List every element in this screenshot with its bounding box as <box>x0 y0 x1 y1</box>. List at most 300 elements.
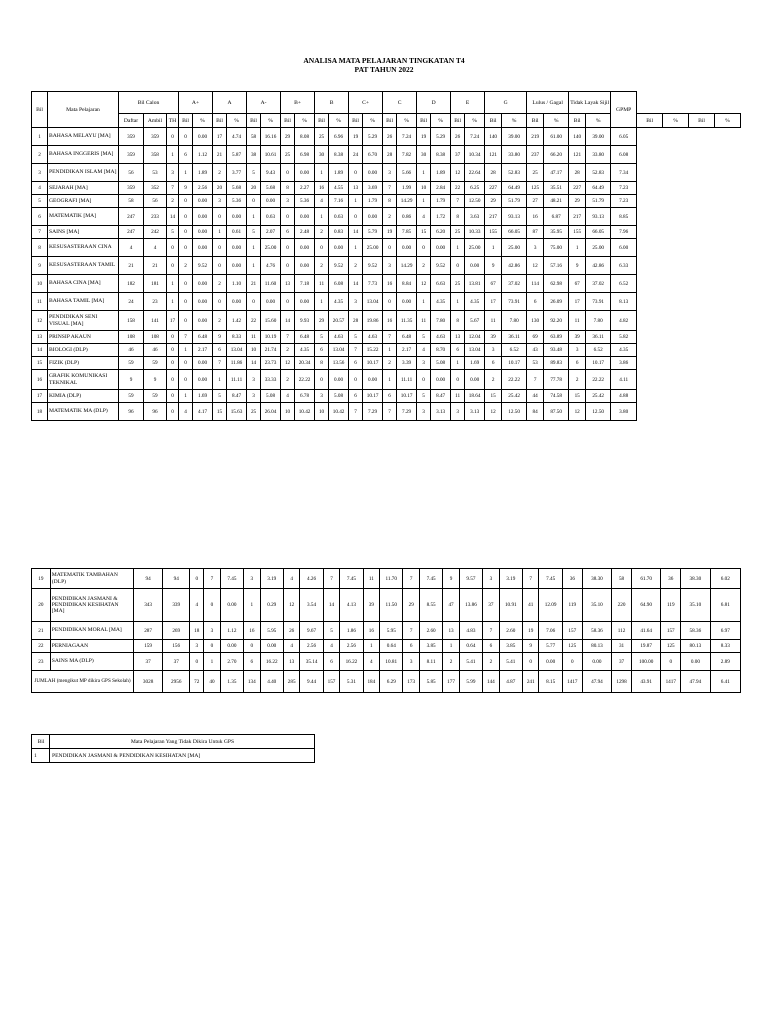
row-value: 9 <box>179 182 193 195</box>
row-value: 0.64 <box>459 640 482 653</box>
row-value: 7 <box>349 403 363 421</box>
row-value: 5.68 <box>261 182 281 195</box>
row-value: 6 <box>383 390 397 403</box>
row-value: 38.30 <box>681 569 710 589</box>
row-value: 6 <box>349 357 363 370</box>
row-value: 0 <box>281 208 295 226</box>
header-sub-percent: % <box>431 114 451 128</box>
row-value: 53 <box>144 164 167 182</box>
row-value: 2.07 <box>261 226 281 239</box>
row-value: 2.60 <box>419 622 442 640</box>
row-value: 25.00 <box>261 239 281 257</box>
row-value: 0.00 <box>220 640 243 653</box>
row-value: 0 <box>179 208 193 226</box>
total-value: 4.40 <box>260 671 283 693</box>
row-bil: 16 <box>32 370 48 390</box>
row-value: 359 <box>119 128 144 146</box>
row-value: 9.93 <box>295 311 315 331</box>
row-value: 0.00 <box>193 293 213 311</box>
row-value: 11 <box>451 390 465 403</box>
row-value: 3 <box>417 357 431 370</box>
row-value: 3 <box>204 622 220 640</box>
header-mata-pelajaran: Mata Pelajaran <box>48 92 119 128</box>
row-value: 39 <box>485 331 502 344</box>
row-value: 339 <box>163 589 190 622</box>
row-value: 21 <box>144 257 167 275</box>
row-value: 6 <box>483 640 499 653</box>
header-sub-bil: Bil <box>247 114 261 128</box>
header-bil: Bil <box>32 92 48 128</box>
row-value: 39 <box>363 589 379 622</box>
row-value: 73.91 <box>502 293 527 311</box>
header-sub-percent: % <box>586 114 611 128</box>
row-value: 10.81 <box>380 653 403 671</box>
row-value: 15 <box>417 226 431 239</box>
row-value: 1 <box>569 239 586 257</box>
row-subject: PERNIAGAAN <box>50 640 133 653</box>
row-value: 12.09 <box>539 589 562 622</box>
row-value: 6 <box>281 226 295 239</box>
row-value: 5 <box>349 331 363 344</box>
row-value: 2.70 <box>220 653 243 671</box>
row-value: 3 <box>247 390 261 403</box>
row-value: 25.42 <box>586 390 611 403</box>
row-value: 13 <box>281 275 295 293</box>
row-value: 7.82 <box>397 146 417 164</box>
row-value: 8.33 <box>710 640 740 653</box>
row-value: 3 <box>315 390 329 403</box>
row-value: 3 <box>417 403 431 421</box>
row-value: 10.17 <box>502 357 527 370</box>
row-value: 3 <box>451 403 465 421</box>
row-value: 7.16 <box>329 195 349 208</box>
row-value: 64.90 <box>632 589 661 622</box>
row-value: 59 <box>119 390 144 403</box>
row-value: 61.00 <box>544 128 569 146</box>
row-value: 8.11 <box>419 653 442 671</box>
row-value: 0 <box>179 357 193 370</box>
row-value: 36.11 <box>586 331 611 344</box>
row-value: 9 <box>144 370 167 390</box>
row-value: 2 <box>443 653 459 671</box>
row-value: 11.60 <box>261 275 281 293</box>
header-sub-percent: % <box>329 114 349 128</box>
analysis-table-page2 <box>31 568 741 693</box>
row-value: 64.49 <box>502 182 527 195</box>
header-grade: A- <box>247 92 281 114</box>
row-value: 140 <box>569 128 586 146</box>
row-value: 13 <box>349 182 363 195</box>
row-value: 28 <box>485 164 502 182</box>
header-sub-percent: % <box>193 114 213 128</box>
row-subject: BAHASA TAMIL [MA] <box>48 293 119 311</box>
total-value: 47.94 <box>582 671 611 693</box>
row-value: 56 <box>119 164 144 182</box>
total-value: 8.15 <box>539 671 562 693</box>
row-value: 5.82 <box>611 331 637 344</box>
row-value: 4.76 <box>261 257 281 275</box>
row-value: 0 <box>179 293 193 311</box>
row-value: 0.00 <box>227 208 247 226</box>
row-value: 42.86 <box>502 257 527 275</box>
row-value: 4.35 <box>295 344 315 357</box>
header-sub-bil: Bil <box>485 114 502 128</box>
row-value: 6 <box>315 344 329 357</box>
row-value: 4.83 <box>459 622 482 640</box>
row-value: 359 <box>119 182 144 195</box>
row-value: 8.47 <box>431 390 451 403</box>
row-value: 4.35 <box>431 293 451 311</box>
header-sub-bil: Bil <box>179 114 193 128</box>
row-value: 48.21 <box>544 195 569 208</box>
row-value: 19.86 <box>363 311 383 331</box>
row-value: 10 <box>247 344 261 357</box>
row-value: 15 <box>569 390 586 403</box>
row-value: 0 <box>179 370 193 390</box>
row-value: 1 <box>417 164 431 182</box>
row-value: 0 <box>213 293 227 311</box>
row-value: 0 <box>315 239 329 257</box>
row-value: 19 <box>417 128 431 146</box>
row-value: 7 <box>451 195 465 208</box>
row-value: 3.80 <box>611 403 637 421</box>
row-value: 4.63 <box>363 331 383 344</box>
row-value: 24 <box>119 293 144 311</box>
table-row <box>32 357 741 370</box>
row-bil: 13 <box>32 331 48 344</box>
row-value: 0.00 <box>363 370 383 390</box>
row-value: 359 <box>119 146 144 164</box>
row-value: 37 <box>612 653 632 671</box>
row-subject: MATEMATIK MA (DLP) <box>48 403 119 421</box>
row-value: 0 <box>349 370 363 390</box>
row-value: 13 <box>451 331 465 344</box>
row-value: 96 <box>144 403 167 421</box>
row-value: 16 <box>383 311 397 331</box>
row-value: 35.14 <box>300 653 323 671</box>
total-value: 4.87 <box>499 671 522 693</box>
row-value: 0.00 <box>261 293 281 311</box>
row-subject: BIOLOGI (DLP) <box>48 344 119 357</box>
row-value: 23 <box>144 293 167 311</box>
row-value: 41 <box>523 589 539 622</box>
row-value: 12 <box>569 403 586 421</box>
row-value: 4.82 <box>611 311 637 331</box>
row-value: 0 <box>247 195 261 208</box>
row-value: 33.80 <box>502 146 527 164</box>
row-value: 5.77 <box>539 640 562 653</box>
row-value: 25.00 <box>465 239 485 257</box>
row-value: 11.11 <box>397 370 417 390</box>
table-row <box>32 311 741 331</box>
row-value: 5 <box>167 226 179 239</box>
row-value: 7.85 <box>397 226 417 239</box>
row-value: 61.70 <box>632 569 661 589</box>
row-value: 1.86 <box>340 622 363 640</box>
row-value: 3 <box>244 569 260 589</box>
row-value: 31 <box>612 640 632 653</box>
row-value: 58 <box>119 195 144 208</box>
row-value: 29 <box>281 128 295 146</box>
row-value: 0 <box>167 403 179 421</box>
row-value: 0.00 <box>295 164 315 182</box>
row-value: 6 <box>179 146 193 164</box>
row-value: 16 <box>363 622 379 640</box>
row-value: 4.35 <box>465 293 485 311</box>
row-value: 6.52 <box>586 344 611 357</box>
row-value: 28 <box>383 146 397 164</box>
row-value: 0 <box>179 128 193 146</box>
header-bil-calon: Bil Calon <box>119 92 179 114</box>
row-value: 1 <box>363 640 379 653</box>
header-sub-percent: % <box>363 114 383 128</box>
row-bil: 7 <box>32 226 48 239</box>
row-bil: 21 <box>32 622 51 640</box>
row-value: 6.33 <box>611 257 637 275</box>
row-value: 0 <box>190 569 204 589</box>
header-grade: B <box>315 92 349 114</box>
row-value: 2 <box>315 257 329 275</box>
row-value: 0.00 <box>193 311 213 331</box>
total-value: 3028 <box>133 671 162 693</box>
row-value: 13.04 <box>329 344 349 357</box>
row-value: 5 <box>213 390 227 403</box>
row-value: 7 <box>383 182 397 195</box>
row-bil: 4 <box>32 182 48 195</box>
row-value: 14.29 <box>397 195 417 208</box>
row-value: 19 <box>349 128 363 146</box>
row-value: 1 <box>167 146 179 164</box>
row-value: 7.29 <box>397 403 417 421</box>
row-value: 0.00 <box>397 293 417 311</box>
row-value: 7 <box>383 331 397 344</box>
row-value: 5.08 <box>329 390 349 403</box>
row-value: 6.52 <box>502 344 527 357</box>
row-subject: SAINS [MA] <box>48 226 119 239</box>
row-value: 8 <box>383 195 397 208</box>
total-value: 43.91 <box>632 671 661 693</box>
table-row <box>32 239 741 257</box>
row-value: 4.35 <box>611 344 637 357</box>
total-value: 285 <box>283 671 299 693</box>
row-value: 125 <box>527 182 544 195</box>
row-value: 19 <box>523 622 539 640</box>
row-value: 10.17 <box>586 357 611 370</box>
row-value: 0.00 <box>227 239 247 257</box>
row-value: 3 <box>213 195 227 208</box>
row-value: 6.20 <box>431 226 451 239</box>
row-bil: 1 <box>32 128 48 146</box>
row-value: 4.55 <box>329 182 349 195</box>
row-value: 7 <box>527 370 544 390</box>
row-value: 1 <box>179 390 193 403</box>
row-value: 7 <box>403 622 419 640</box>
row-value: 16 <box>315 182 329 195</box>
row-value: 12.50 <box>502 403 527 421</box>
row-value: 3 <box>247 370 261 390</box>
row-value: 0 <box>179 195 193 208</box>
row-value: 9 <box>443 569 459 589</box>
row-value: 2.27 <box>295 182 315 195</box>
excluded-row-bil: 1 <box>32 749 50 763</box>
header-grade: G <box>485 92 527 114</box>
row-value: 47 <box>443 589 459 622</box>
row-bil: 12 <box>32 311 48 331</box>
row-value: 352 <box>144 182 167 195</box>
row-value: 3.69 <box>363 182 383 195</box>
row-value: 3 <box>569 344 586 357</box>
row-value: 5.67 <box>465 311 485 331</box>
header-grade: A+ <box>179 92 213 114</box>
row-value: 37 <box>163 653 190 671</box>
row-value: 33.80 <box>586 146 611 164</box>
row-value: 8.13 <box>611 293 637 311</box>
row-value: 0.00 <box>193 195 213 208</box>
table-row <box>32 164 741 182</box>
row-value: 22.22 <box>295 370 315 390</box>
row-value: 0 <box>190 653 204 671</box>
row-value: 37 <box>133 653 162 671</box>
total-value: 144 <box>483 671 499 693</box>
row-value: 11.86 <box>227 357 247 370</box>
row-value: 8 <box>451 311 465 331</box>
row-value: 7.23 <box>611 195 637 208</box>
header-sub-bil: Bil <box>689 114 715 128</box>
row-value: 7 <box>167 182 179 195</box>
row-value: 16 <box>383 275 397 293</box>
row-value: 8.85 <box>611 208 637 226</box>
row-value: 30 <box>315 146 329 164</box>
row-value: 12 <box>283 589 299 622</box>
row-value: 14 <box>349 275 363 293</box>
row-value: 0.00 <box>220 589 243 622</box>
row-value: 0 <box>244 640 260 653</box>
row-value: 1 <box>443 640 459 653</box>
row-subject: MATEMATIK TAMBAHAN (DLP) <box>50 569 133 589</box>
total-value: 9.44 <box>300 671 323 693</box>
table-row <box>32 182 741 195</box>
row-value: 6.02 <box>710 569 740 589</box>
row-subject: KIMIA (DLP) <box>48 390 119 403</box>
row-bil: 15 <box>32 357 48 370</box>
row-value: 0.00 <box>295 257 315 275</box>
row-value: 4.11 <box>611 370 637 390</box>
row-value: 51.79 <box>586 195 611 208</box>
row-value: 25 <box>451 226 465 239</box>
row-value: 5.41 <box>459 653 482 671</box>
row-value: 6.00 <box>611 239 637 257</box>
row-value: 7.96 <box>611 226 637 239</box>
row-value: 1 <box>315 164 329 182</box>
row-value: 5.36 <box>227 195 247 208</box>
row-value: 7.80 <box>586 311 611 331</box>
row-value: 4.17 <box>193 403 213 421</box>
row-value: 67 <box>485 275 502 293</box>
row-subject: KESUSASTERAAN TAMIL <box>48 257 119 275</box>
header-sub-percent: % <box>465 114 485 128</box>
row-value: 11.35 <box>397 311 417 331</box>
header-sub-bil: Bil <box>383 114 397 128</box>
row-value: 26 <box>451 128 465 146</box>
row-value: 9.52 <box>329 257 349 275</box>
row-value: 0.00 <box>193 239 213 257</box>
row-value: 0 <box>451 370 465 390</box>
row-value: 12 <box>417 275 431 293</box>
row-value: 0.00 <box>227 293 247 311</box>
row-value: 21 <box>213 146 227 164</box>
row-value: 3.19 <box>499 569 522 589</box>
row-value: 121 <box>485 146 502 164</box>
row-value: 12 <box>485 403 502 421</box>
row-value: 74.58 <box>544 390 569 403</box>
row-value: 1.89 <box>431 164 451 182</box>
row-value: 0 <box>562 653 582 671</box>
row-value: 18.64 <box>465 390 485 403</box>
row-value: 3.13 <box>431 403 451 421</box>
row-value: 0 <box>167 257 179 275</box>
row-value: 2 <box>213 164 227 182</box>
row-value: 10.91 <box>499 589 522 622</box>
row-value: 23.73 <box>261 357 281 370</box>
row-value: 28 <box>569 164 586 182</box>
row-value: 2 <box>349 257 363 275</box>
row-value: 1.42 <box>227 311 247 331</box>
row-value: 26.09 <box>544 293 569 311</box>
row-value: 0.63 <box>329 208 349 226</box>
row-value: 9.52 <box>363 257 383 275</box>
row-value: 4 <box>190 589 204 622</box>
row-value: 36.11 <box>502 331 527 344</box>
table-row <box>32 344 741 357</box>
row-value: 46 <box>144 344 167 357</box>
header-calon-sub: Daftar <box>119 114 144 128</box>
row-value: 39 <box>569 331 586 344</box>
row-value: 93.13 <box>502 208 527 226</box>
row-value: 38 <box>247 146 261 164</box>
row-value: 80.13 <box>582 640 611 653</box>
row-value: 108 <box>144 331 167 344</box>
header-sub-bil: Bil <box>349 114 363 128</box>
row-value: 4 <box>417 208 431 226</box>
row-value: 10 <box>315 403 329 421</box>
total-value: 173 <box>403 671 419 693</box>
row-value: 5.08 <box>431 357 451 370</box>
row-value: 219 <box>527 128 544 146</box>
row-value: 66.05 <box>502 226 527 239</box>
row-value: 0.00 <box>681 653 710 671</box>
row-value: 0.29 <box>260 589 283 622</box>
total-label: JUMLAH (mengikut MP dikira GPS Sekolah) <box>32 671 134 693</box>
row-value: 0.00 <box>329 239 349 257</box>
row-value: 12.50 <box>586 403 611 421</box>
row-value: 93.48 <box>544 344 569 357</box>
row-value: 7 <box>204 569 220 589</box>
row-value: 37.02 <box>502 275 527 293</box>
row-value: 1 <box>451 357 465 370</box>
row-value: 10.17 <box>397 390 417 403</box>
row-value: 9.43 <box>261 164 281 182</box>
row-bil: 14 <box>32 344 48 357</box>
row-value: 2.17 <box>397 344 417 357</box>
row-value: 217 <box>485 208 502 226</box>
row-value: 0 <box>167 370 179 390</box>
row-value: 35.51 <box>544 182 569 195</box>
table-row <box>32 653 741 671</box>
row-value: 130 <box>527 311 544 331</box>
row-value: 20.57 <box>329 311 349 331</box>
row-value: 14 <box>323 589 339 622</box>
row-subject: FIZIK (DLP) <box>48 357 119 370</box>
